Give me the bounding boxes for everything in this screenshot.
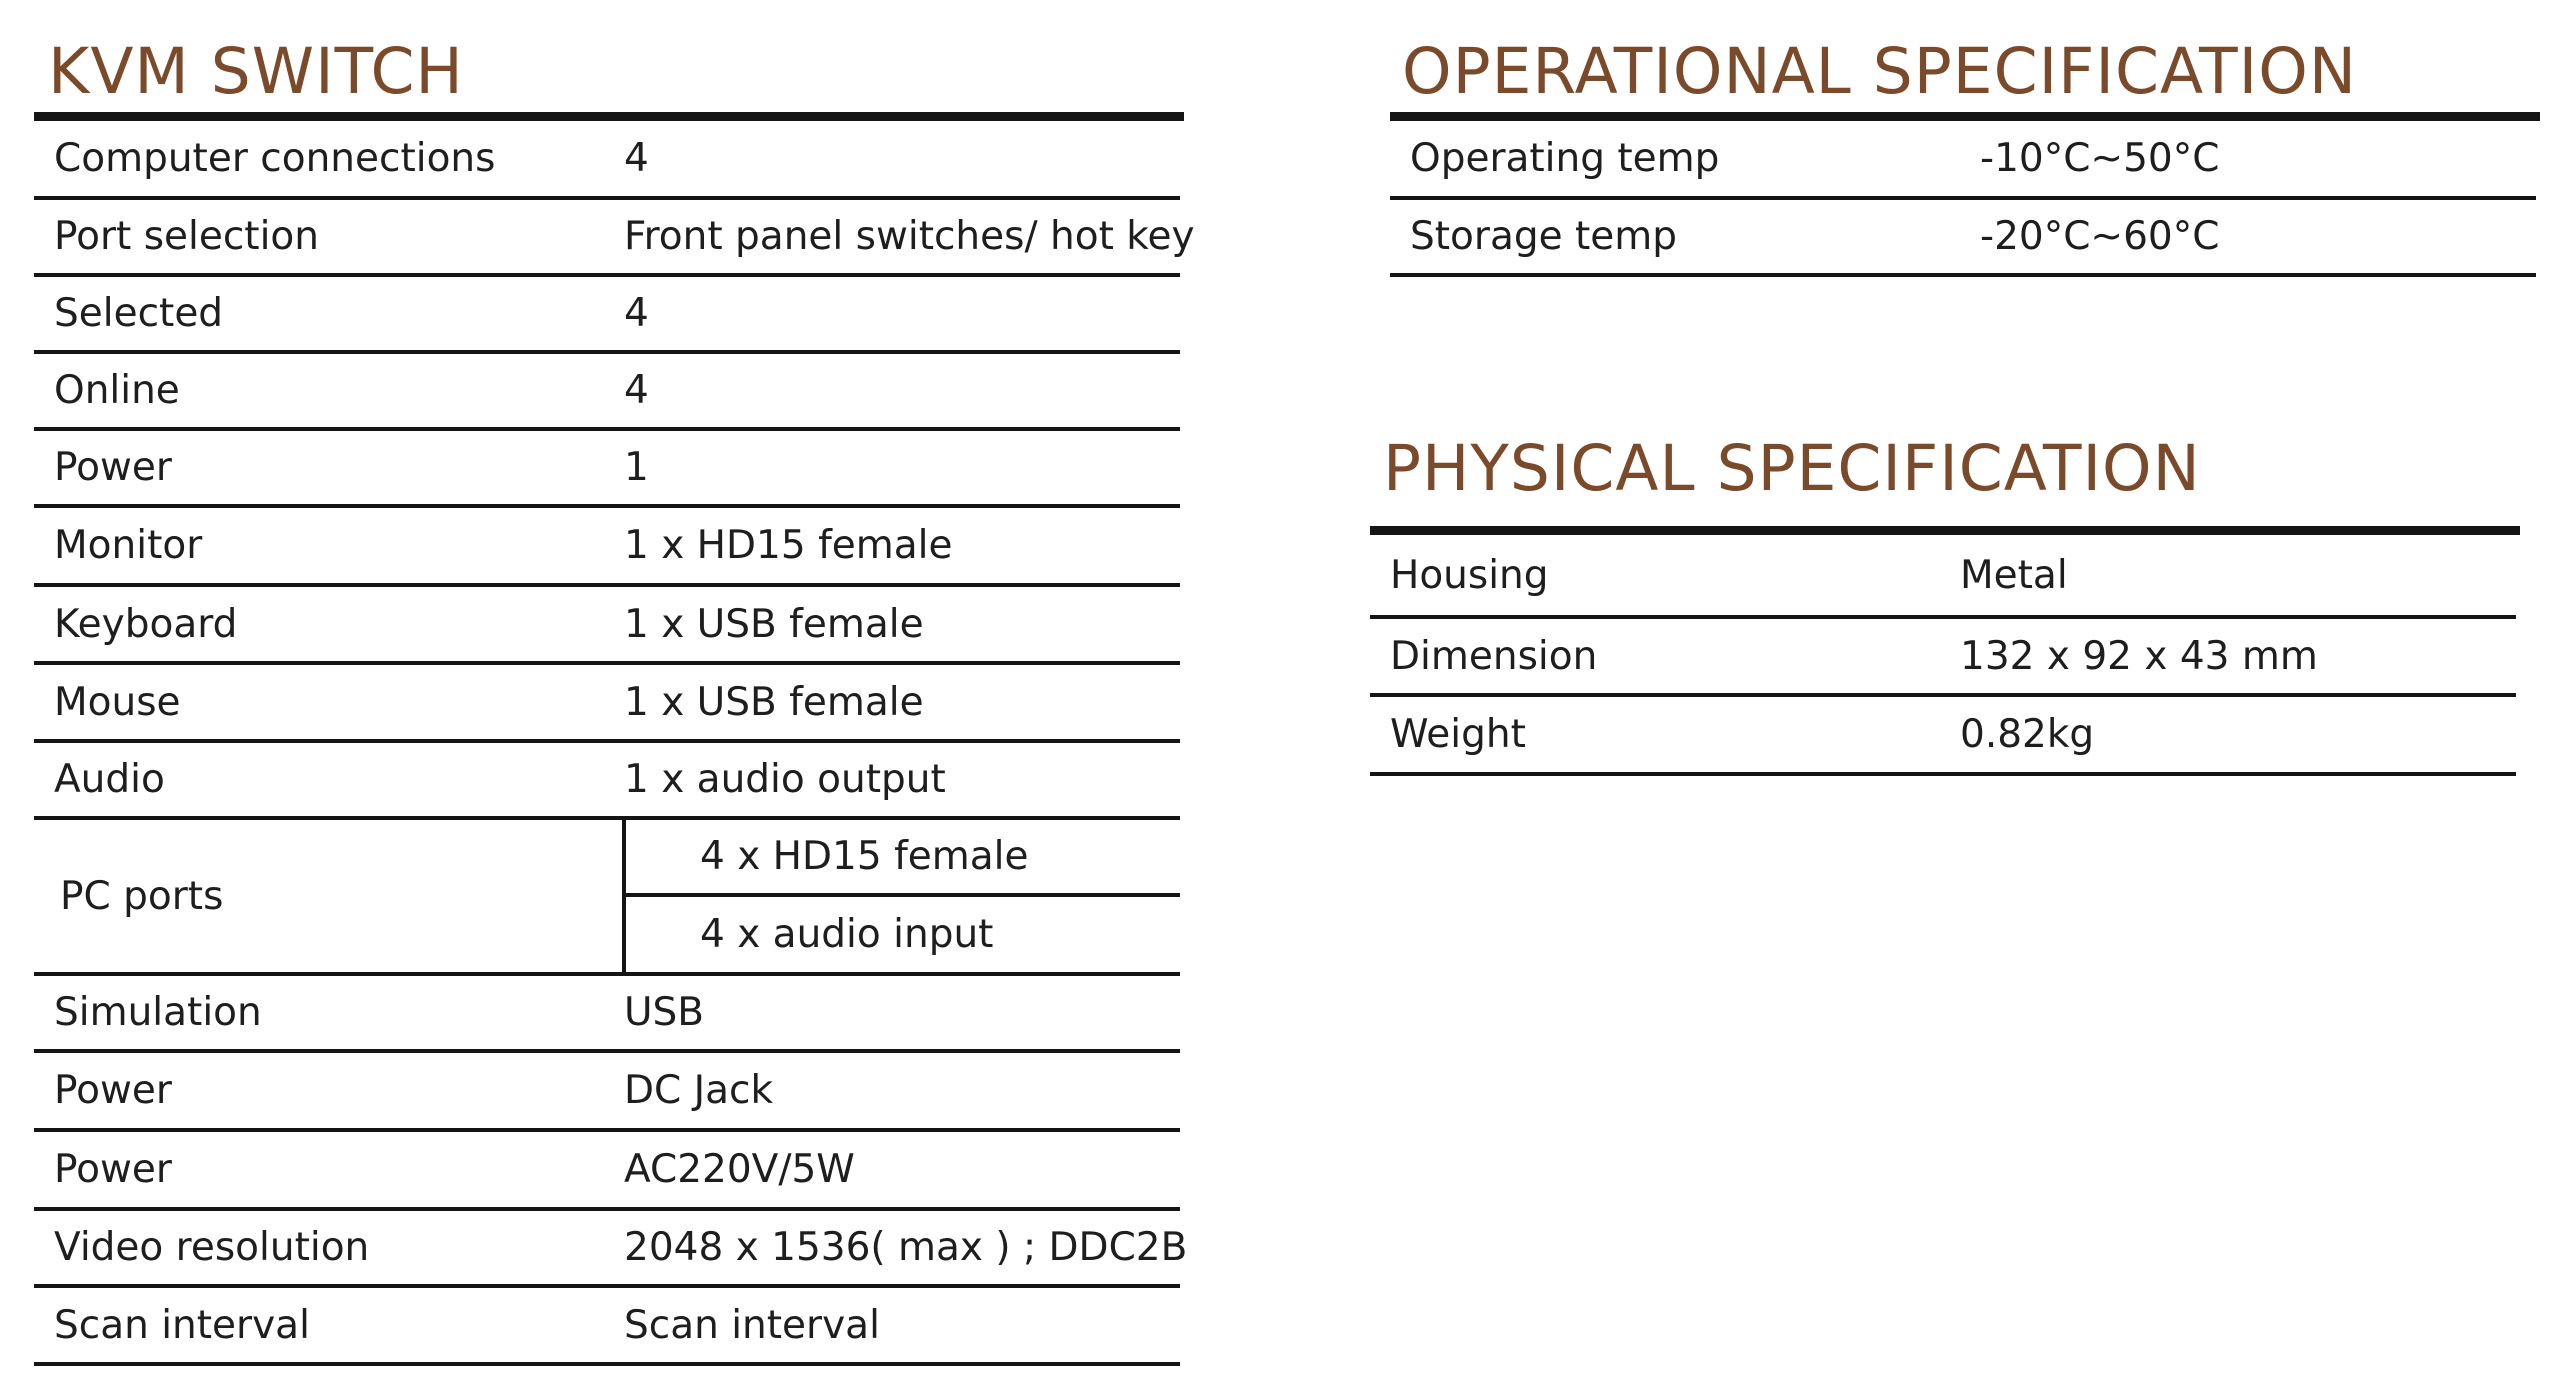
table-row — [34, 1051, 1180, 1130]
spec-label: Mouse — [34, 663, 624, 741]
spec-value: 1 — [624, 429, 1180, 506]
spec-label: Scan interval — [34, 1286, 624, 1364]
pc-ports-label: PC ports — [34, 818, 624, 974]
spec-label: Simulation — [34, 974, 624, 1051]
table-row — [34, 585, 1180, 663]
spec-value: 1 x USB female — [624, 663, 1180, 741]
table-row — [34, 974, 1180, 1051]
table-row — [34, 506, 1180, 585]
spec-label: Operating temp — [1390, 121, 1980, 198]
spec-value: 4 — [624, 275, 1180, 352]
table-row — [34, 1286, 1180, 1364]
spec-label: Housing — [1370, 535, 1960, 617]
spec-label: Selected — [34, 275, 624, 352]
physical-spec-table — [1370, 535, 2516, 776]
table-row — [34, 198, 1180, 275]
spec-value: Scan interval — [624, 1286, 1180, 1364]
spec-value: 132 x 92 x 43 mm — [1960, 617, 2516, 695]
operational-spec-title: OPERATIONAL SPECIFICATION — [1402, 35, 2357, 108]
spec-value: 1 x HD15 female — [624, 506, 1180, 585]
kvm-switch-title: KVM SWITCH — [48, 35, 464, 108]
spec-label: Video resolution — [34, 1209, 624, 1286]
spec-label: Online — [34, 352, 624, 429]
spec-label: Storage temp — [1390, 198, 1980, 275]
spec-value: 4 — [624, 352, 1180, 429]
table-row — [34, 663, 1180, 741]
kvm-title-rule — [34, 112, 1184, 121]
pc-ports-value: 4 x HD15 female — [624, 818, 1180, 895]
spec-label: Keyboard — [34, 585, 624, 663]
table-row — [34, 121, 1180, 198]
spec-label: Power — [34, 429, 624, 506]
operational-title-rule — [1390, 112, 2540, 121]
table-row — [34, 1130, 1180, 1209]
spec-value: 0.82kg — [1960, 695, 2516, 774]
spec-value: Metal — [1960, 535, 2516, 617]
kvm-spec-table — [34, 121, 1195, 1366]
spec-value: Front panel switches/ hot key — [624, 198, 1180, 275]
table-row — [34, 741, 1180, 818]
spec-label: Power — [34, 1130, 624, 1209]
table-row — [34, 352, 1180, 429]
spec-value: -20°C~60°C — [1980, 198, 2536, 275]
spec-value: AC220V/5W — [624, 1130, 1180, 1209]
table-row — [1370, 617, 2516, 695]
table-row — [1390, 198, 2536, 275]
table-row — [34, 1209, 1180, 1286]
spec-value: 4 — [624, 121, 1180, 198]
spec-label: Computer connections — [34, 121, 624, 198]
spec-value: -10°C~50°C — [1980, 121, 2536, 198]
physical-spec-title: PHYSICAL SPECIFICATION — [1383, 432, 2201, 505]
spec-label: Dimension — [1370, 617, 1960, 695]
table-row — [34, 818, 1180, 895]
spec-label: Monitor — [34, 506, 624, 585]
table-row — [1390, 121, 2536, 198]
spec-label: Audio — [34, 741, 624, 818]
table-row — [1370, 535, 2516, 617]
spec-value: 1 x USB female — [624, 585, 1180, 663]
spec-value: USB — [624, 974, 1180, 1051]
table-row — [34, 275, 1180, 352]
spec-value: 2048 x 1536( max ) ; DDC2B — [624, 1209, 1180, 1286]
table-row — [1370, 695, 2516, 774]
spec-value: DC Jack — [624, 1051, 1180, 1130]
spec-label: Port selection — [34, 198, 624, 275]
spec-label: Weight — [1370, 695, 1960, 774]
physical-title-rule — [1370, 526, 2520, 535]
pc-ports-value: 4 x audio input — [624, 895, 1180, 974]
spec-value: 1 x audio output — [624, 741, 1180, 818]
spec-label: Power — [34, 1051, 624, 1130]
operational-spec-table — [1390, 121, 2536, 277]
table-row — [34, 429, 1180, 506]
